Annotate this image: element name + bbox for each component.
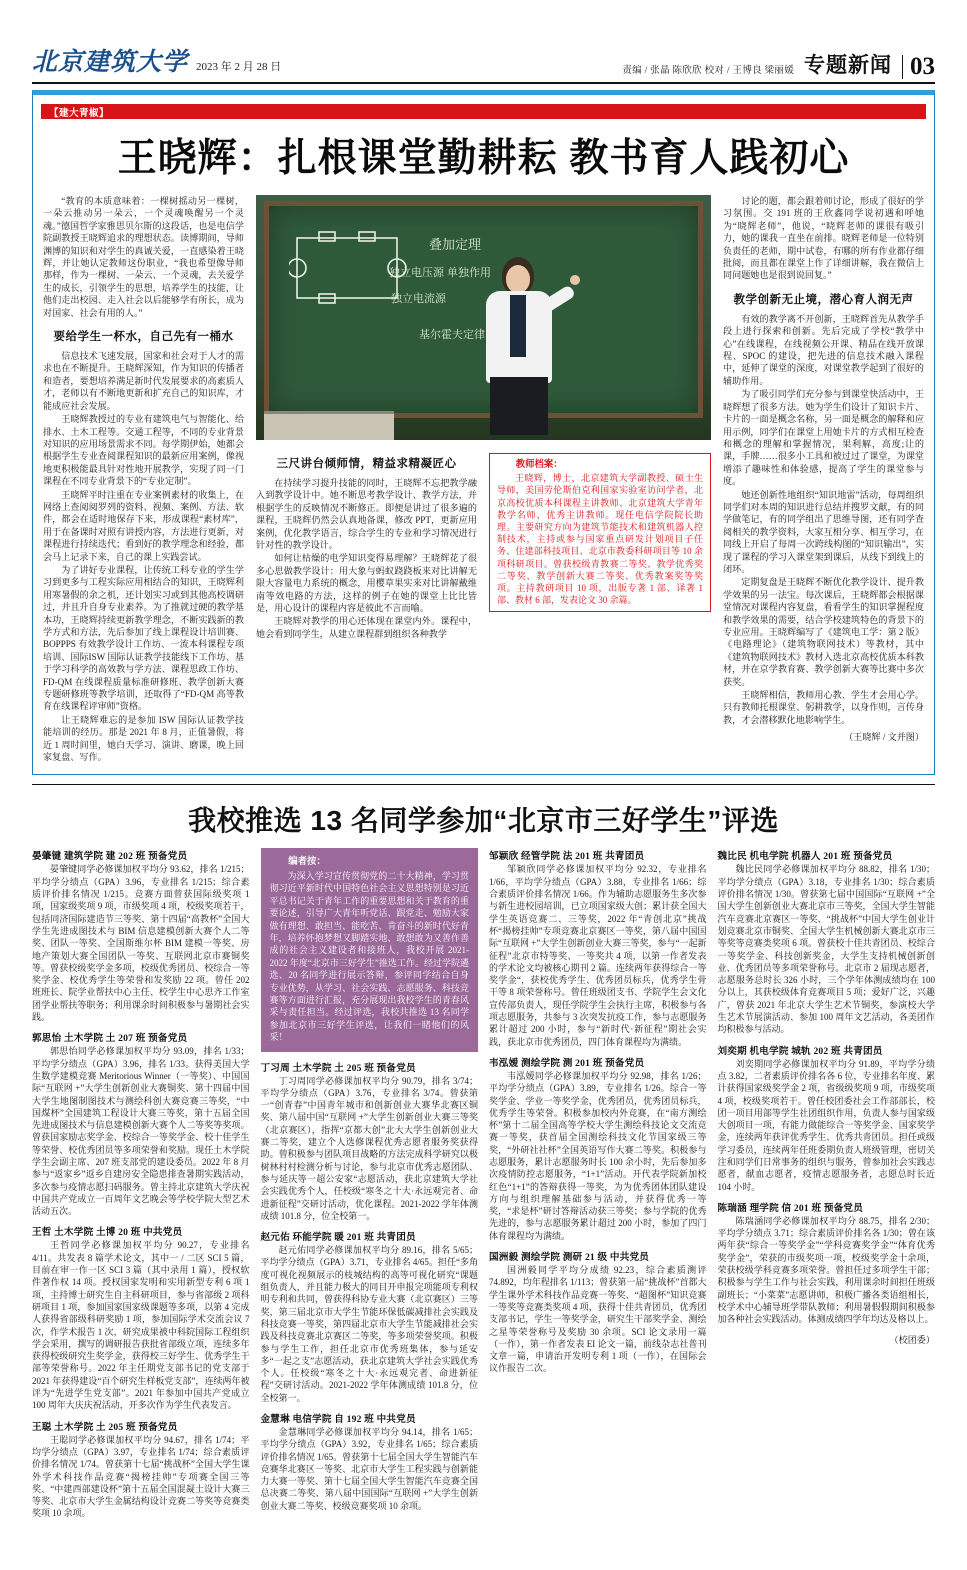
student-description: 国洲毅同学平均分成绩 92.23，综合素质测评 74.892，均年程排名 1/113；曾获第一届“挑战杯”首都大学生课外学术科技作品竞赛一等奖、“超图杯”知识竞赛一等奖等竞赛类奖项 4 项，获得十佳共青团员，优秀团支部书记，学生一等奖学金，研究生干部奖学金、测绘之星等荣誉称号及奖励 30 余项。SCI 论文录用一篇（一作），第一作者发表 EI 论文一篇，前线杂志社普刊文章一篇，申请治开发明专利 1 项（一作），在国际会议作报告二次。 [489,1265,707,1374]
paragraph: 为了讲好专业课程，让传统工科专业的学生学习到更多与工程实际应用相结合的知识，王晓辉利用寒暑假的余之机，还计划实习或到其他高校调研过，并且升自身专业素养。为了推就过硬的教学基本功，王晓辉持续更新教学理念，不断实践新的教学方式和方法，先后参加了线上课程设计培训赛、BOPPPS 有效教学设计工作坊、一流本科课程专项培训、国际ISW 国际认证教学技能线下工作坊、基于学习科学的高效教与学方法、课程思政工作坊、FD-QM 在线课程质量标准研修班、教学创新大赛专题研修班等教学培训，还取得了“FD-QM 高等教育在线课程评审师”资格。 [43,564,244,712]
student-description: 刘奕期同学必修课加权平均分 91.89，平均学分绩点 3.82，二者素质评价排名各 6 位，专业排名年度、累计获得国家级奖学金 2 项，省级级奖项 9 项，市级奖项 4 项，校级奖项若干。曾任校团委社会工作部部长，校团一项目用部等学生社团组织作用，负责人参与国家级大创项目一项，有能力做能综合一等奖学金、国家奖学金，连续两年获评优秀学生、优秀共青团员。担任或级学习委员，连续两年任班委期负责人班级管理，密切关注和同学们日常事务的组织与服务，曾参加社会实践志愿者，献血志愿者，疫情志愿服务者，志愿总时长近 104 小时。 [717,1058,935,1192]
article-subheading-3: 教学创新无止境，潜心育人润无声 [733,293,914,306]
student-name: 王聪 土木学院 土 205 班 预备党员 [32,1421,178,1433]
students-column-3 [489,848,707,1526]
student-entry [32,1030,250,1217]
editor-note-text: 为深入学习宣传贯彻党的二十大精神，学习贯彻习近平新时代中国特色社会主义思想特别是习近平总书记关于青年工作的重要思想和关于教育的重要论述，引导广大青年听党话、跟党走、勉励大家做有理想、敢担当、能吃苦、肯奋斗的新时代好青年，培养怀抱梦想又脚踏实地、敢想敢为又善作善成的社会主义建设者和接班人，我校开展 2021-2022 年度“北京市三好学生”推选工作。经过学院遴选、20 名同学进行展示答辩，参评同学结合自身专业优势，从学习、社会实践、志愿服务、科技竞赛等方面进行汇报，充分展现出我校学生的青春风采与责任担当。经过评选，我校共推选 13 名同学参加北京市三好学生评选，让我们一睹他们的风采！ [269,870,469,1043]
students-credit: （校团委） [889,1334,935,1345]
university-logo: 北京建筑大学 [32,49,189,76]
teacher-profile-text: 王晓辉，博士，北京建筑大学副教授、硕士生导师，美国劳伦斯伯克利国家实验室访问学者，北京高校优质本科课程主讲教师、北京建筑大学青年教学名师、优秀主讲教师。现任电信学院院长助理。主要研究方向为建筑节能技术和建筑机器人控制技术，主持或参与国家重点研发计划项目子任务、住建部科技项目、北京市教委科研项目等 10 余项科研项目。曾获校级青教赛二等奖、教学优秀奖二等奖、教学创新大赛二等奖、优秀教案奖等奖项。主持教研项目 10 项，出版专著 1 部、译著 1 部、教材 6 部，发表论文 30 余篇。 [497,473,703,606]
student-entry [261,1411,479,1512]
student-entry [32,1224,250,1411]
teacher-figure [472,257,568,433]
student-entry [32,1419,250,1520]
student-description: 丁习周同学必修课加权平均分 90.79，排名 3/74；平均学分绩点（GPA）3.76，专业排名 3/74。曾获第一“创青春”中国青年城市和创新创业大赛华北赛区铜奖、第八届中国“互联网 +”大学生创新创业大赛三等奖（北京赛区），指挥“京都大创”北大大学生创新创业大赛二等奖，建立个人选修课程优秀志愿者服务奖获得助。曾积极参与团队项目战略的方法完成科学研究以极树林村村检测分析与讨论，参与北京市优秀志愿团队、参与延庆等一超公安家“志愿活动，获北京建筑大学社会实践优秀个人，任校级“寒冬之十大·永远观完者、命进新征程”交研讨活动，优化课程。2021-2022 学年体测成绩 101.8 分，位全校第一。 [260,1075,478,1221]
article-column-middle [256,195,711,764]
article-column-3 [723,195,924,764]
paragraph: 有效的教学离不开创新，王晓辉首先从教学手段上进行探索和创新。先后完成了学校“教学中心”在线课程，在线视频公开课、精品在线开放课程、SPOC 的建设，把先进的信息技术融入课程中，延伸了课堂的深度，对课堂教学起到了很好的辅助作用。 [723,313,924,386]
article-column-1 [43,195,244,764]
students-grid [32,848,935,1526]
article-headline: 王晓辉：扎根课堂勤耕耘 教书育人践初心 [117,137,850,180]
paragraph: 她还创新性地组织“知识地雷”活动，每周组织同学们对本周的知识进行总结并搜罗文献，有的同学做笔记，有的同学组出了思维导图，还有同学查阅相关的教学资料，大家互相分享、相互学习，在同线上开启了每周一次跨线构图的“知识输出”，实现了课程的学习入课堂架到课后，从线下到线上的闭环。 [723,489,924,574]
article-body [33,187,934,774]
masthead-right [622,49,935,82]
paragraph: 王晓辉相信，教师用心教、学生才会用心学。只有教师托根课堂、躬耕教学，以身作则，言传身教，才会潜移默化地影响学生。 [723,690,924,725]
editor-note-box [261,848,479,1051]
editor-note-title: 编者按： [288,857,326,868]
student-name: 魏比民 机电学院 机器人 201 班 预备党员 [717,851,893,863]
article-kicker-banner [41,104,926,119]
article-feature [32,90,935,775]
paragraph: 让王晓辉难忘的是参加 ISW 国际认证教学技能培训的经历。那是 2021 年 8 月，正值暑假，将近 1 周时间里，她白天学习、演讲、磨课，晚上回家复盘、写作。 [43,714,244,763]
teacher-profile-box [489,453,711,612]
student-name: 丁习周 土木学院 土 205 班 预备党员 [260,1062,416,1074]
students-column-1 [32,848,250,1526]
student-name: 赵元佑 环能学院 暖 201 班 共青团员 [260,1232,416,1244]
student-entry [718,848,936,1035]
paragraph: 王晓辉教授过的专业有建筑电气与智能化、给排水、土木工程等。交通工程等，不同的专业背景对知识的应用场景需求不同。每学期伊始，她都会根据学生专业查阅课程知识的最新应用案例，像视地更积极能最具针对性地开展教学，实现了同一门课程在不同专业背景下的“专业定制”。 [43,414,244,487]
paragraph: 讨论的题，都会跟着师讨论，形成了很好的学习氛围。交 191 班的王欣鑫同学说初遇和呼她为“晓辉老师”，他说，“晓辉老师的课很有吸引力，她的课我一直坐在前排。晓辉老师是一位特别负责任的老师，期中试卷，有哪的所有作业都仔细批阅，而且都在课堂上作了详细讲解，我在微信上同问题她也是很到说回复。” [723,196,924,281]
students-headline: 我校推选 13 名同学参加“北京市三好学生”评选 [188,805,779,837]
student-description: 金慧琳同学必修课加权平均分 94.14，排名 1/65；平均学分绩点（GPA）3.92，专业排名 1/65；综合素质评价排名情况 1/65。曾获第十七届全国大学生智能汽车竞赛华北赛区一等奖、北京市大学生工程实践与创新能力大赛一等奖、第十七届全国大学生智能汽车竞赛全国总决赛二等奖、第八届中国国际“互联网 +”大学生创新创业大赛二等奖、校级竞赛奖项 10 余项。 [260,1426,478,1511]
paragraph: 为了吸引同学们充分参与到课堂快活动中，王晓辉想了很多方法。她为学生们设计了知识卡片、卡片的一面是概念名称，另一面是概念的解释和应用示例，同学们在课堂上用她卡片的方式相互检查和概念的理解和掌握情况，果利解，高度;让的课，手牌……很多小工具和被过过了课堂，为课堂增添了趣味性和体验感，提高了学生的课堂参与度。 [723,389,924,487]
article-subheading-1: 要给学生一杯水，自己先有一桶水 [53,331,234,344]
student-name: 郭思怡 土木学院 土 207 班 预备党员 [32,1033,188,1045]
editor-credits: 责编 / 张晶 陈欣欣 校对 / 王博良 梁丽媛 [622,66,794,76]
student-entry [718,1043,936,1193]
student-description: 陈瑞涵同学必修课加权平均分 88.75，排名 2/30；平均学分绩点 3.71；综合素质评价排名各 1/30；曾在该两年获“综合一等奖学金”“学科竞赛奖学金”“体育优秀奖学金”，荣获的市级奖项一项，校级奖学金十余项，荣获校级学科竞赛多项荣誉。曾担任过多项学生干部；积极参与学生工作与社会实践，利用课余时间担任班级副班长；“小菜菜”志愿讲师，积极广播各类语组相长，校学术中心辅导班学带队教师；利用暑假假期间积极参加各种社会实践活动。体测成绩四学年均达及格以上。 [717,1215,935,1325]
student-entry [489,1249,707,1375]
paragraph: 王晓辉对教学的用心还体现在课堂内外。课程中，她会看到同学生，从建立课程群到组织各种教学 [256,616,477,639]
masthead-left [32,42,281,82]
paragraph: “教育的本质意味着：一棵树摇动另一棵树，一朵云推动另一朵云，一个灵魂唤醒另一个灵魂。”德国哲学家雅思贝尔斯的这段话，也是电信学院副教授王晓辉追求的理想状态。读博期间，导师渊博的知识和对学生的真诚关爱，一直感染着王晓辉，并让她认定教师这份职业，“我也希望像导师那样，作为一棵树、一朵云、一个灵魂，去关爱学生的成长，引领学生的思想，培养学生的技能，让他们走出校园、走入社会以后能够学有所长，成为对国家、社会有用的人。” [43,196,244,318]
chalk-text: 独立电压源 单独作用 [389,267,492,279]
section-title: 专题新闻 [804,53,892,77]
paragraph: 信息技术飞速发展，国家和社会对于人才的需求也在不断提升。王晓辉深知，作为知识的传播者和造者，要想培养满足新时代发展要求的高素质人才，老师以有不断地更新和扩充自己的知识库，才能成应社会发展。 [43,351,244,411]
student-description: 王哲同学必修课加权平均分 90.27，专业排名 4/11。共发表 8 篇学术论文，其中一 / 二区 SCI 5 篇，目前在审一作一区 SCI 3 篇（其中录用 1 篇），授权软件著作权 14 项。授权国家发明和实用新型专利 6 项 1 项，主持博士研究生自主科研项目，参与省部级 2 项科研项目 1 项，参加国家国家级课题等多项，以第 4 完成人获得省部级科研奖励 1 项，参加国际学术交流会议 7 次，作学术报告 1 次，研究成果被中科院国际工程组织学会采用，撰写的调研报告获批省部级立项，连续多年获得校级研究生奖学金，获得校三好学生、优秀学生干部等荣誉称号。2022 年主任期党支部书记的党支部于 2021 年获得建设“百个研究生样板党支部”，连续两年被评为“先进学生党支部”。2021 年参加中国共产党成立 100 周年大庆庆祝活动，开多次作为学生代表发言。 [32,1240,250,1411]
student-description: 韦泓嫒同学必修课加权平均分 92.98，排名 1/26；平均学分绩点（GPA）3.89，专业排名 1/26。综合一等奖学金、学业一等奖学金，优秀团员，优秀团员标兵，优秀学生等荣誉。积极参加校内外竞赛，在“南方测绘杯”第十二届全国高等学校大学生测绘科技论文交流竞赛一等奖，获首届全国测绘科技文化节国家级三等奖，“外研社社杯”全国英语写作大赛二等奖。积极参与志愿服务，累计志愿服务时长 100 余小时，先后参加多次疫情防控志愿服务，“1+1”活动。开代表学院新加校红色“1+1”的答辩获得一等奖，为为优秀团体团队建设方向与组织理解基础参与活动，并获得优秀一等奖，“求是杯”研讨答辩活动获三等奖；参与学院的优秀先进的，参与志愿服务累计超过 200 小时，参加了四门体育课程均为满绩。 [489,1070,707,1241]
paragraph: 定期复盘是王晓辉不断优化教学设计、提升教学效果的另一法宝。每次课后，王晓辉都会根据课堂情况对课程内容复盘，看看学生的知识掌握程度和教学效果的需要，结合学校建筑特色的背景下的专业应用。王晓辉编写了《建筑电工学：第 2 版》《电路理论》（建筑物联网技术）等教材，其中《建筑物联网技术》教材入选北京高校优质本科教材，并在京学教育赛、教学创新大赛等比赛中多次获奖。 [723,577,924,687]
student-name: 刘奕期 机电学院 城轨 202 班 共青团员 [717,1045,883,1057]
student-description: 邹颖欣同学必修课加权平均分 92.32，专业排名 1/66，平均学分绩点（GPA）3.88，专业排名 1/66；综合素质评价排名情况 1/66。作为辅助志愿服务生多次参与新生进校园培训，已立项国家级大创；累计获全国大学生英语竞赛二、三等奖，2022 年“青创北京”挑战杯“揭榜挂帅”专项竞赛北京赛区一等奖，第八届中国国际“互联网 +”大学生创新创业大赛三等奖，参与“一起新征程”北京市特等奖、一等奖共 4 项，以第一作者发表的学术论文均被核心期刊 2 篇。连续两年获得综合一等奖学金“，获校优秀学生、优秀团员标兵，优秀学生骨干等 8 项荣誉称号。曾任班级团支书、学院学生会文化宣传部负责人，现任学院学生会执行主席，积极参与各项志愿服务，共参与 3 次突发抗疫工作，参与志愿服务累计超过 200 小时，参与“新时代·新征程”期社会实践，获北京市优秀团员，四门体育课程均为满绩。 [489,864,707,1047]
teacher-profile-title: 教师档案： [515,460,563,470]
students-column-4 [718,848,936,1526]
chalk-text: 叠加定理 [429,237,482,252]
student-entry [489,848,707,1047]
newspaper-page [0,38,967,1570]
paragraph: 王晓辉平时注重在专业案例素材的收集上，在网络上查阅阅罗列的资料、视频、案例、方法、软件，都会在适时地保存下来，形成课程“素材库”，用于在备课时对照有讲授内容，方法进行更新，对课程进行持续迭代；看到好的教学理念和经验，都会马上记录下来，自己的课上实践尝试。 [43,489,244,562]
student-name: 国洲毅 测绘学院 测研 21 级 中共党员 [489,1252,650,1264]
paragraph: 在持续学习提升技能的同时，王晓辉不忘把教学融入到教学设计中。她不断思考教学设计、教学方法，并根据学生的反映情况不断修正。即便是讲过了很多遍的课程，王晓辉仍然会认真地备课，修改 PPT，更新应用案例，优化教学语言，综合学生的专业和学习情况进行针对性的教学设计。 [256,478,477,551]
student-entry [489,1055,707,1242]
article-signature: （王晓辉 / 文并图） [844,732,924,743]
students-column-2 [261,848,479,1526]
student-name: 陈瑞涵 理学院 信 201 班 预备党员 [717,1202,864,1214]
circuit-diagram-icon [289,226,409,321]
article-kicker-label: 【建大青椒】 [49,108,110,119]
student-entry [718,1200,936,1326]
publication-date: 2023 年 2 月 28 日 [196,61,282,73]
chalk-text: 基尔霍夫定律 [419,329,485,341]
student-name: 韦泓嫒 测绘学院 测 201 班 预备党员 [489,1057,645,1069]
student-description: 晏肇键同学必修课加权平均分 93.62，排名 1/215；平均学分绩点（GPA）3.96，专业排名 1/215；综合素质评价排名情况 1/215。竞赛方面曾获国际级奖项 1 项，国家级奖项 9 项，市级奖项 4 项，校级奖项若干，包括同济国际建造节三等奖、第十四届“高教杯”全国大学生先进成图技术与 BIM 信息建模创新大赛个人二等奖、团队一等奖、全国斯维尔杯 BIM 建模一等奖、房地产策划大赛全国团队一等奖、互联网北京市赛铜奖等。曾获校级奖学金多项，校级优秀团员、校综合一等奖学金、校优秀学生等荣誉和发奖励 22 项。曾任 202 班班长、院学业帮扶中心主任、校学生中心思齐工作室团学业帮扶等职务；利用课余时间积极参与暑期社会实践。 [32,864,250,1023]
student-description: 郭思怡同学必修课加权平均分 93.09，排名 1/33；平均学分绩点（GPA）3.96，排名 1/33。获得美国大学生数学建模竞赛 Meritorious Winner（一等奖）、中国国际“互联网 +”大学生创新创业大赛铜奖、第十四届中国大学生地图制图技术与测绘科创大赛竞赛三等奖，“中国煤杯”全国建筑工程设计大赛三等奖，第十五届全国先进成图技术与信息建模创新大赛个人二等奖等奖项。曾获国家励志奖学金、校综合一等奖学金、校十佳学生等荣誉、校优秀团员等多项荣誉和奖励。现任土木学院学生会副主席、207 班支部党的建设委员。2022 年 8 月参与“返家乡”返乡自建房安全隐患排查暑期实践活动，多次参与疫情志愿扫码服务。曾主持北京建筑大学庆祝中国共产党成立一百周年文艺晚会等学校学院大型艺术活动五次。 [32,1046,250,1217]
article-students [32,784,935,1526]
student-description: 魏比民同学必修课加权平均分 88.82，排名 1/30；平均学分绩点（GPA）3.18，专业排名 1/30；综合素质评价排名情况 1/30。曾获第七届中国国际“互联网 +”全国大学生创新创业大赛北京市三等奖，全国大学生智能汽车竞赛北京赛区一等奖、“挑战杯”中国大学生创业计划竞赛北京市铜奖、全国大学生机械创新大赛北京市三等奖等竞赛类奖项 6 项。曾获校十佳共青团员、校综合一等奖学金、科技创新奖金，大学生支持机械创新创业、优秀团员等多项荣誉称号。北京市 2 届现志愿者，志愿服务总时长 326 小时，三个学年体测成绩均在 100 分以上，其获校级体育竞赛项目 5 项；爱好广泛，兴趣广，曾获 2021 年北京大学生艺术节铜奖，参演校大学生艺术节展演活动、参加 100 周年文艺活动，各美团作均积极参与活动。 [717,864,935,1035]
paragraph: 如何让枯燥的电学知识变得易理解？王晓辉花了很多心思做教学设计：用大象与蚂蚁跷跷板来对比讲解无限大容量电力系统的概念，用樱草果实来对比讲解戴维南等效电路的方法，这样的例子在她的课堂上比比皆是，用心设计的课程内容是彼此不言而喻。 [256,553,477,614]
student-name: 邹颖欣 经管学院 法 201 班 共青团员 [489,851,645,863]
student-entry [261,1229,479,1404]
student-name: 晏肇键 建筑学院 建 202 班 预备党员 [32,851,188,863]
student-description: 赵元佑同学必修课加权平均分 89.16，排名 5/65；平均学分绩点（GPA）3.71，专业排名 4/65。担任“多角度可视化视频展示的枝城结构的高等可视化研究“课题组负责人，并且能力极大的同目开申报完项能项专利权明专利和共同，曾获得科协专业大赛（北京赛区）三等奖，第三届北京市大学生节能环保低碳减排社会实践及科技竞赛一等奖，第四届北京市大学生节能减排社会实践及科技竞赛北京赛区二等奖，等多项荣誉奖项。积极参与学生工作，担任北京市优秀班集体，参与延安多“一起之支”志愿活动，获北京建筑大学社会实践优秀个人。任校级“寒冬之十大·永远观完者、命进新征程”交研讨活动。2021-2022 学年体测成绩 101.8 分，位全校第一。 [260,1245,478,1403]
student-name: 王哲 土木学院 土博 20 班 中共党员 [32,1227,183,1239]
student-name: 金慧琳 电信学院 自 192 班 中共党员 [260,1413,416,1425]
desk [264,411,394,440]
page-number: 03 [902,55,935,79]
student-entry [32,848,250,1023]
classroom-photo [256,195,711,440]
article-subheading-2: 三尺讲台倾师情，精益求精凝匠心 [276,458,457,470]
student-description: 王聪同学必修课加权平均分 94.67，排名 1/74；平均学分绩点（GPA）3.97，专业排名 1/74；综合素质评价排名情况 1/74。曾获第十七届“挑战杯”全国大学生课外学术科技作品竞赛“揭榜挂帅”专项赛全国三等奖、“中建西部建设杯”第十五届全国混凝土设计大赛三等奖、北京市大学生金属结构设计竞赛二等奖等竞赛类奖项 10 余项。 [32,1434,250,1519]
student-entry [261,1060,479,1223]
chalk-text: 独立电流源 [391,293,446,305]
masthead [32,38,935,84]
